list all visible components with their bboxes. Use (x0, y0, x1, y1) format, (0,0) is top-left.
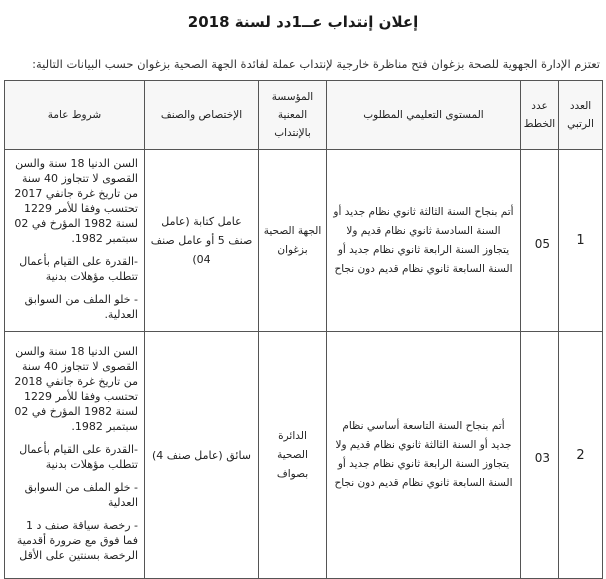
announcement-title: إعلان إنتداب عــ1دد لسنة 2018 (187, 13, 419, 31)
row-specialty: سائق (عامل صنف 4) (145, 332, 259, 579)
row-institution: الجهة الصحية بزغوان (259, 150, 327, 332)
row-positions-count: 05 (521, 150, 559, 332)
header-general-conditions: شروط عامة (5, 81, 145, 150)
header-positions-count: عدد الخطط (521, 81, 559, 150)
condition-criminal-record: - خلو الملف من السوابق العدلية (24, 480, 138, 509)
header-education-level: المستوى التعليمي المطلوب (327, 81, 521, 150)
condition-physical: -القدرة على القيام بأعمال تتطلب مؤهلات بدنية (19, 254, 138, 283)
condition-driving-license: - رخصة سياقة صنف د 1 فما فوق مع ضرورة أقدمية الرخصة بسنتين على الأقل (16, 518, 138, 562)
table-row (5, 150, 603, 332)
header-serial-number: العدد الرتبي (559, 81, 603, 150)
header-institution: المؤسسة المعنية بالإنتداب (259, 81, 327, 150)
condition-physical: -القدرة على القيام بأعمال تتطلب مؤهلات بدنية (19, 442, 138, 471)
row-institution: الدائرة الصحية بصواف (259, 332, 327, 579)
row-education-level: أتم بنجاح السنة التاسعة أساسي نظام جديد أو السنة الثالثة ثانوي نظام قديم ولا يتجاوز السنة الرابعة ثانوي نظام جديد أو السنة السابعة ثانوي نظام قديم دون نجاح (327, 332, 521, 579)
row-general-conditions (5, 150, 145, 332)
row-serial-number: 2 (559, 332, 603, 579)
table-header-row (5, 81, 603, 150)
condition-age: السن الدنيا 18 سنة والسن القصوى لا تتجاوز 40 سنة من تاريخ غرة جانفي 2017 تحتسب وفقا للأمر 1229 لسنة 1982 المؤرخ في 02 سبتمبر 1982. (14, 156, 138, 245)
row-positions-count: 03 (521, 332, 559, 579)
table-row (5, 332, 603, 579)
row-serial-number: 1 (559, 150, 603, 332)
announcement-intro: تعتزم الإدارة الجهوية للصحة بزغوان فتح مناظرة خارجية لإنتداب عملة لفائدة الجهة الصحية بزغوان حسب البيانات التالية: (32, 57, 600, 71)
positions-table (4, 80, 603, 579)
header-specialty: الإختصاص والصنف (145, 81, 259, 150)
row-specialty: عامل كتابة (عامل صنف 5 أو عامل صنف 04) (145, 150, 259, 332)
condition-age: السن الدنيا 18 سنة والسن القصوى لا تتجاوز 40 سنة من تاريخ غرة جانفي 2018 تحتسب وفقا للأمر 1229 لسنة 1982 المؤرخ في 02 سبتمبر 1982. (14, 344, 138, 433)
row-general-conditions (5, 332, 145, 579)
row-education-level: أتم بنجاح السنة الثالثة ثانوي نظام جديد أو السنة السادسة ثانوي نظام قديم ولا يتجاوز السنة الرابعة ثانوي نظام جديد أو السنة السابعة ثانوي نظام قديم دون نجاح (327, 150, 521, 332)
condition-criminal-record: - خلو الملف من السوابق العدلية. (24, 292, 138, 321)
